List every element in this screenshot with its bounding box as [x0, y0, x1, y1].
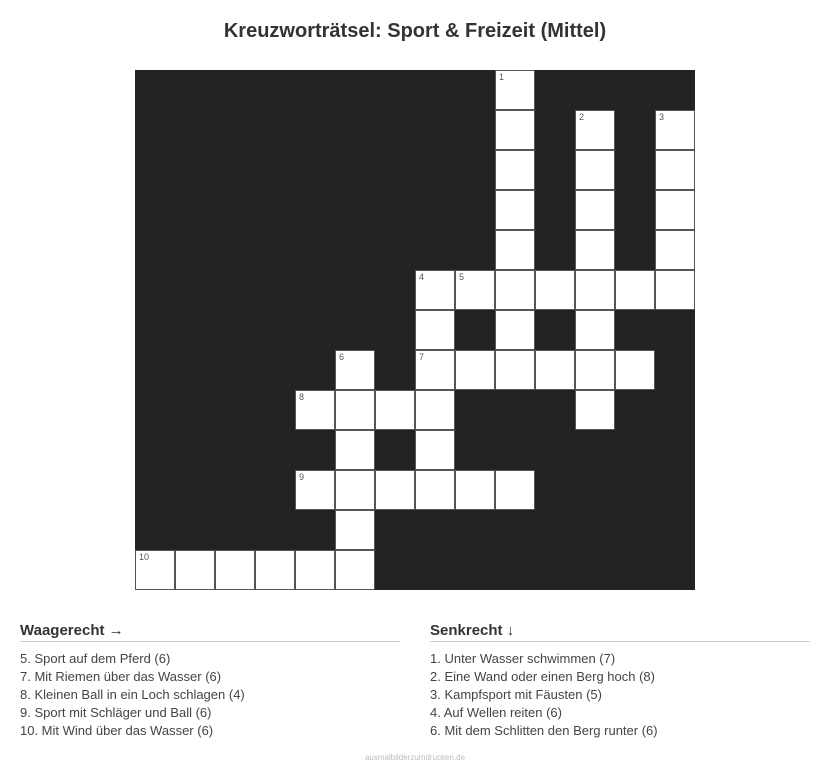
grid-cell[interactable]: [615, 270, 655, 310]
grid-cell[interactable]: [295, 470, 335, 510]
clue-number: 3: [659, 112, 665, 122]
clue-number: 10: [139, 552, 150, 562]
clue-number: 5: [459, 272, 465, 282]
clue-item: 5. Sport auf dem Pferd (6): [20, 651, 171, 666]
grid-cell[interactable]: [655, 150, 695, 190]
clue-number: 4: [419, 272, 425, 282]
grid-cell[interactable]: [495, 230, 535, 270]
clue-item: 3. Kampfsport mit Fäusten (5): [430, 687, 602, 702]
grid-cell[interactable]: [375, 390, 415, 430]
grid-cell[interactable]: [415, 350, 455, 390]
clue-number: 1: [499, 72, 505, 82]
grid-cell[interactable]: [415, 270, 455, 310]
grid-cell[interactable]: [535, 350, 575, 390]
clue-item: 10. Mit Wind über das Wasser (6): [20, 723, 214, 738]
grid-cell[interactable]: [215, 550, 255, 590]
grid-cell[interactable]: [335, 550, 375, 590]
grid-cell[interactable]: [575, 390, 615, 430]
grid-cell[interactable]: [295, 390, 335, 430]
grid-cell[interactable]: [455, 350, 495, 390]
grid-cell[interactable]: [495, 190, 535, 230]
grid-cell[interactable]: [415, 470, 455, 510]
clue-item: 2. Eine Wand oder einen Berg hoch (8): [430, 669, 655, 684]
grid-cell[interactable]: [335, 510, 375, 550]
clue-item: 1. Unter Wasser schwimmen (7): [430, 651, 616, 666]
grid-cell[interactable]: [535, 270, 575, 310]
grid-cell[interactable]: [495, 270, 535, 310]
grid-cell[interactable]: [455, 270, 495, 310]
grid-cell[interactable]: [495, 150, 535, 190]
grid-cell[interactable]: [495, 470, 535, 510]
grid-cell[interactable]: [295, 550, 335, 590]
grid-cell[interactable]: [495, 110, 535, 150]
across-clue-list: [20, 650, 400, 740]
clue-item: 4. Auf Wellen reiten (6): [430, 705, 562, 720]
clue-item: 6. Mit dem Schlitten den Berg runter (6): [430, 723, 658, 738]
clue-number: 2: [579, 112, 585, 122]
grid-cell[interactable]: [495, 350, 535, 390]
clue-number: 6: [339, 352, 345, 362]
grid-cell[interactable]: [255, 550, 295, 590]
grid-cell[interactable]: [575, 270, 615, 310]
grid-cell[interactable]: [335, 350, 375, 390]
footer-credit: ausmalbilderzumdrucken.de: [364, 753, 466, 762]
grid-cell[interactable]: [575, 190, 615, 230]
grid-cell[interactable]: [575, 110, 615, 150]
grid-cell[interactable]: [655, 110, 695, 150]
grid-cell[interactable]: [375, 470, 415, 510]
grid-cell[interactable]: [615, 350, 655, 390]
down-heading: Senkrecht ↓: [430, 622, 810, 642]
page-title: Kreuzworträtsel: Sport & Freizeit (Mittel): [223, 20, 607, 42]
down-clue-list: [430, 650, 810, 740]
grid-cell[interactable]: [335, 470, 375, 510]
across-clues: [20, 622, 400, 740]
grid-cell[interactable]: [495, 310, 535, 350]
grid-cell[interactable]: [655, 230, 695, 270]
clue-number: 8: [299, 392, 305, 402]
grid-cell[interactable]: [575, 350, 615, 390]
grid-cell[interactable]: [575, 310, 615, 350]
grid-cell[interactable]: [335, 430, 375, 470]
grid-cell[interactable]: [415, 430, 455, 470]
grid-cell[interactable]: [575, 150, 615, 190]
clue-item: 7. Mit Riemen über das Wasser (6): [20, 669, 222, 684]
grid-cell[interactable]: [175, 550, 215, 590]
grid-cell[interactable]: [655, 270, 695, 310]
grid-cell[interactable]: [415, 390, 455, 430]
grid-cell[interactable]: [135, 550, 175, 590]
grid-cell[interactable]: [415, 310, 455, 350]
clue-number: 7: [419, 352, 425, 362]
down-clues: [430, 622, 810, 740]
grid-cell[interactable]: [455, 470, 495, 510]
crossword-grid: [135, 70, 695, 590]
across-heading: Waagerecht →: [20, 622, 400, 642]
grid-cell[interactable]: [495, 70, 535, 110]
clue-item: 8. Kleinen Ball in ein Loch schlagen (4): [20, 687, 245, 702]
clue-number: 9: [299, 472, 305, 482]
clue-item: 9. Sport mit Schläger und Ball (6): [20, 705, 212, 720]
grid-cell[interactable]: [335, 390, 375, 430]
grid-cell[interactable]: [575, 230, 615, 270]
grid-cell[interactable]: [655, 190, 695, 230]
